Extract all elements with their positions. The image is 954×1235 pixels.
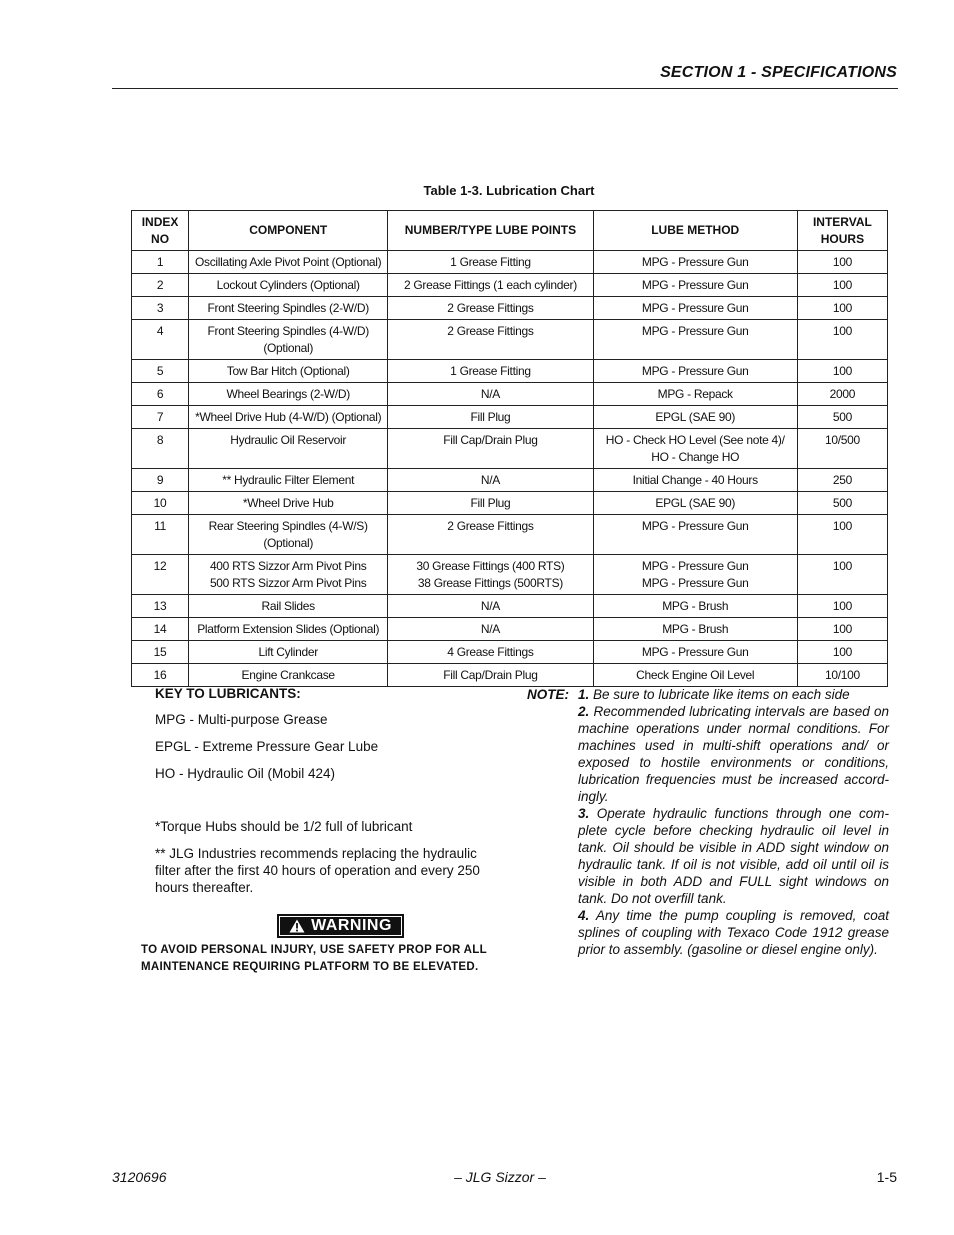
cell-interval: 250	[797, 469, 887, 492]
cell-lube-method: MPG - Pressure Gun	[593, 320, 797, 360]
table-row	[132, 320, 888, 360]
cell-component: Front Steering Spindles (2-W/D)	[189, 297, 388, 320]
cell-lube-method: EPGL (SAE 90)	[593, 406, 797, 429]
cell-component: ** Hydraulic Filter Element	[189, 469, 388, 492]
cell-index: 9	[132, 469, 189, 492]
cell-lube-points: 4 Grease Fittings	[388, 641, 593, 664]
cell-component: Hydraulic Oil Reservoir	[189, 429, 388, 469]
cell-lube-method: MPG - Pressure Gun	[593, 515, 797, 555]
cell-index: 8	[132, 429, 189, 469]
section-title: SECTION 1 - SPECIFICATIONS	[660, 64, 897, 81]
table-header-row	[132, 211, 888, 251]
warning-badge	[277, 914, 404, 938]
lubricant-key-item: EPGL - Extreme Pressure Gear Lube	[155, 739, 379, 754]
cell-lube-method: Check Engine Oil Level	[593, 664, 797, 687]
table-row	[132, 618, 888, 641]
table-row	[132, 297, 888, 320]
cell-lube-method: MPG - Pressure Gun	[593, 641, 797, 664]
cell-component: Wheel Bearings (2-W/D)	[189, 383, 388, 406]
cell-lube-points: N/A	[388, 383, 593, 406]
note-item: 4. Any time the pump coupling is removed, coat splines of coupling with Texaco Code 1912 grease prior to assembly. (gasoline or diesel engine only).	[578, 908, 890, 957]
lubricant-key-item: HO - Hydraulic Oil (Mobil 424)	[155, 766, 336, 781]
cell-lube-points: 2 Grease Fittings	[388, 297, 593, 320]
cell-lube-points: 30 Grease Fittings (400 RTS) 38 Grease Fittings (500RTS)	[388, 555, 593, 595]
lubricant-key-title: KEY TO LUBRICANTS:	[155, 686, 301, 701]
cell-component: *Wheel Drive Hub (4-W/D) (Optional)	[189, 406, 388, 429]
cell-interval: 100	[797, 251, 887, 274]
cell-interval: 2000	[797, 383, 887, 406]
footnote-torque-hubs: *Torque Hubs should be 1/2 full of lubricant	[155, 819, 413, 834]
cell-lube-method: MPG - Pressure Gun	[593, 251, 797, 274]
cell-lube-points: 1 Grease Fitting	[388, 360, 593, 383]
cell-index: 3	[132, 297, 189, 320]
cell-interval: 100	[797, 297, 887, 320]
cell-index: 14	[132, 618, 189, 641]
cell-interval: 500	[797, 492, 887, 515]
table-row	[132, 274, 888, 297]
lubrication-chart-table	[131, 210, 888, 687]
cell-lube-method: EPGL (SAE 90)	[593, 492, 797, 515]
cell-lube-method: MPG - Pressure Gun	[593, 274, 797, 297]
cell-lube-points: N/A	[388, 618, 593, 641]
footer-doc-number: 3120696	[112, 1169, 167, 1185]
lubricant-key-item: MPG - Multi-purpose Grease	[155, 712, 328, 727]
table-row	[132, 595, 888, 618]
table-row	[132, 406, 888, 429]
table-row	[132, 664, 888, 687]
col-header-index: INDEX NO	[132, 211, 189, 251]
cell-interval: 500	[797, 406, 887, 429]
table-row	[132, 360, 888, 383]
warning-label: WARNING	[311, 917, 392, 934]
table-body	[132, 251, 888, 687]
cell-interval: 10/500	[797, 429, 887, 469]
table-row	[132, 429, 888, 469]
cell-index: 7	[132, 406, 189, 429]
cell-index: 15	[132, 641, 189, 664]
footnote-hydraulic-filter: ** JLG Industries recommends replacing the hydraulic filter after the first 40 hours of operation and every 250 hours thereafter.	[155, 846, 480, 895]
cell-lube-method: MPG - Brush	[593, 618, 797, 641]
cell-index: 1	[132, 251, 189, 274]
cell-component: 400 RTS Sizzor Arm Pivot Pins 500 RTS Sizzor Arm Pivot Pins	[189, 555, 388, 595]
table-row	[132, 469, 888, 492]
cell-index: 16	[132, 664, 189, 687]
cell-lube-method: MPG - Repack	[593, 383, 797, 406]
cell-index: 2	[132, 274, 189, 297]
cell-index: 4	[132, 320, 189, 360]
cell-component: Oscillating Axle Pivot Point (Optional)	[189, 251, 388, 274]
cell-lube-method: Initial Change - 40 Hours	[593, 469, 797, 492]
cell-index: 10	[132, 492, 189, 515]
table-row	[132, 383, 888, 406]
cell-index: 13	[132, 595, 189, 618]
col-header-interval: INTERVAL HOURS	[797, 211, 887, 251]
table-row	[132, 555, 888, 595]
table-row	[132, 515, 888, 555]
cell-lube-method: MPG - Brush	[593, 595, 797, 618]
cell-interval: 100	[797, 555, 887, 595]
note-item: 1. Be sure to lubricate like items on each side	[578, 687, 850, 702]
note-item: 3. Operate hydraulic functions through one com-plete cycle before checking hydraulic oil level in tank. Oil should be visible in ADD sight window on hydraulic tank. If oil is not visible, add oil until oil is visible in both ADD and FULL sight windows on tank. Do not overfill tank.	[578, 806, 889, 906]
cell-lube-points: 2 Grease Fittings	[388, 320, 593, 360]
cell-component: *Wheel Drive Hub	[189, 492, 388, 515]
cell-lube-points: 2 Grease Fittings (1 each cylinder)	[388, 274, 593, 297]
cell-index: 11	[132, 515, 189, 555]
cell-index: 6	[132, 383, 189, 406]
cell-component: Front Steering Spindles (4-W/D) (Optional)	[189, 320, 388, 360]
cell-component: Tow Bar Hitch (Optional)	[189, 360, 388, 383]
cell-lube-points: Fill Plug	[388, 492, 593, 515]
table-row	[132, 492, 888, 515]
cell-lube-points: N/A	[388, 595, 593, 618]
cell-lube-points: Fill Plug	[388, 406, 593, 429]
cell-lube-points: Fill Cap/Drain Plug	[388, 429, 593, 469]
cell-lube-points: 2 Grease Fittings	[388, 515, 593, 555]
cell-lube-method: MPG - Pressure Gun MPG - Pressure Gun	[593, 555, 797, 595]
footnotes	[155, 818, 505, 906]
cell-interval: 100	[797, 618, 887, 641]
col-header-lube-method: LUBE METHOD	[593, 211, 797, 251]
cell-lube-method: MPG - Pressure Gun	[593, 297, 797, 320]
table-title: Table 1-3. Lubrication Chart	[423, 183, 595, 198]
cell-interval: 100	[797, 320, 887, 360]
cell-component: Engine Crankcase	[189, 664, 388, 687]
col-header-component: COMPONENT	[189, 211, 388, 251]
note-item: 2. Recommended lubricating intervals are based on machine operations under normal conditions. For machines used in multi-shift operations and/ or exposed to hostile environments or conditions, lubrication frequencies must be increased accord-ingly.	[578, 704, 889, 804]
table-row	[132, 251, 888, 274]
lubricant-key	[155, 685, 378, 792]
cell-interval: 100	[797, 595, 887, 618]
notes	[527, 686, 889, 958]
cell-lube-method: MPG - Pressure Gun	[593, 360, 797, 383]
cell-index: 12	[132, 555, 189, 595]
warning-triangle-icon	[289, 919, 305, 933]
cell-interval: 10/100	[797, 664, 887, 687]
cell-component: Platform Extension Slides (Optional)	[189, 618, 388, 641]
cell-lube-points: 1 Grease Fitting	[388, 251, 593, 274]
cell-interval: 100	[797, 515, 887, 555]
cell-lube-method: HO - Check HO Level (See note 4)/ HO - Change HO	[593, 429, 797, 469]
cell-component: Rail Slides	[189, 595, 388, 618]
note-label: NOTE:	[527, 687, 569, 702]
cell-component: Lockout Cylinders (Optional)	[189, 274, 388, 297]
table-row	[132, 641, 888, 664]
cell-index: 5	[132, 360, 189, 383]
warning-text: TO AVOID PERSONAL INJURY, USE SAFETY PROP FOR ALL MAINTENANCE REQUIRING PLATFORM TO BE ELEVATED.	[141, 944, 487, 973]
header-divider	[112, 88, 898, 89]
cell-interval: 100	[797, 360, 887, 383]
cell-interval: 100	[797, 641, 887, 664]
col-header-lube-points: NUMBER/TYPE LUBE POINTS	[388, 211, 593, 251]
cell-component: Rear Steering Spindles (4-W/S) (Optional)	[189, 515, 388, 555]
footer-title: – JLG Sizzor –	[454, 1169, 546, 1185]
cell-lube-points: N/A	[388, 469, 593, 492]
cell-interval: 100	[797, 274, 887, 297]
cell-lube-points: Fill Cap/Drain Plug	[388, 664, 593, 687]
footer-page-number: 1-5	[876, 1169, 897, 1185]
cell-component: Lift Cylinder	[189, 641, 388, 664]
